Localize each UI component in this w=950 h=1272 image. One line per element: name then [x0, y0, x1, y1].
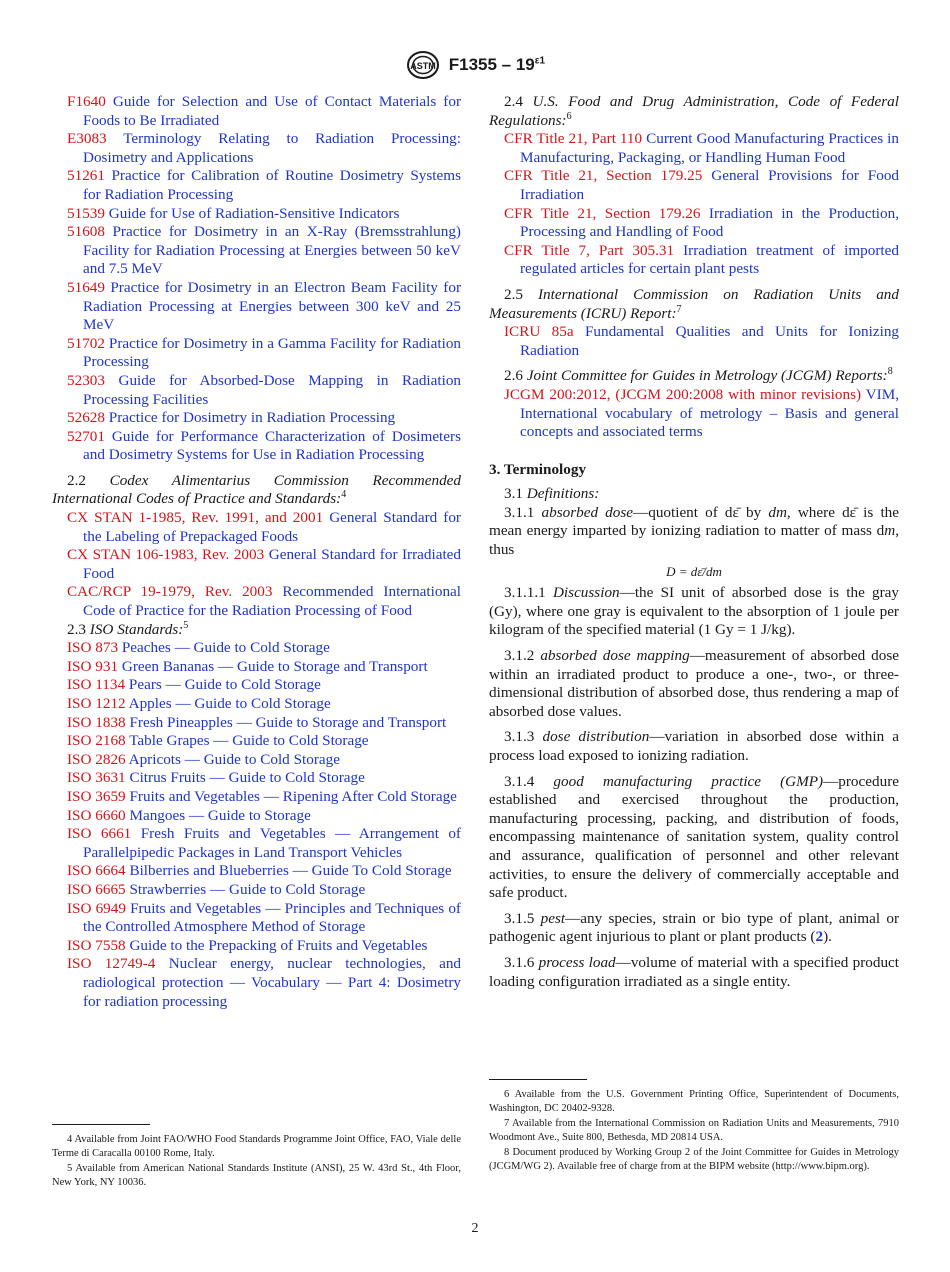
reference-item [52, 428, 461, 465]
reference-code-link[interactable]: 51649 [67, 278, 105, 296]
reference-title-link[interactable]: Apricots — Guide to Cold Storage [128, 750, 340, 768]
reference-item [52, 807, 461, 826]
reference-code-link[interactable]: ISO 2826 [67, 750, 126, 768]
footnote-5: 5 Available from American National Standards Institute (ANSI), 25 W. 43rd St., 4th Floor, New York, NY 10036. [52, 1162, 461, 1189]
reference-title-link[interactable]: Irradiation in the Production, Processing and Handling of Food [520, 204, 899, 241]
reference-code-link[interactable]: CX STAN 1-1985, Rev. 1991, and 2001 [67, 509, 324, 527]
page-number: 2 [471, 1221, 479, 1236]
reference-item [52, 205, 461, 224]
section-2-6: 2.6 Joint Committee for Guides in Metrology (JCGM) Reports:$^8$ [504, 366, 893, 385]
jcgm-reference-list [489, 386, 899, 442]
definition-process-load: 3.1.6 process load—volume of material with a specified product loading configuration irradiated as a single entity. [489, 953, 899, 990]
reference-code-link[interactable]: ISO 6949 [67, 899, 126, 917]
codex-reference-list [52, 509, 461, 621]
reference-item [489, 242, 899, 279]
reference-code-link[interactable]: CFR Title 7, Part 305.31 [504, 241, 675, 259]
reference-code-link[interactable]: CFR Title 21, Part 110 [504, 130, 643, 148]
section-2-4: 2.4 U.S. Food and Drug Administration, Code of Federal Regulations:$^6$ [489, 93, 899, 129]
reference-code-link[interactable]: CAC/RCP 19-1979, Rev. 2003 [67, 583, 273, 601]
page-header [0, 50, 950, 80]
reference-code-link[interactable]: ISO 6665 [67, 880, 126, 898]
reference-item [52, 788, 461, 807]
reference-code-link[interactable]: ISO 873 [67, 639, 119, 657]
reference-title-link[interactable]: Pears — Guide to Cold Storage [128, 676, 321, 694]
svg-text:ASTM: ASTM [410, 61, 436, 71]
reference-title-link[interactable]: Fruits and Vegetables — Ripening After Cold Storage [129, 787, 457, 805]
reference-item [489, 130, 899, 167]
section-2-5: 2.5 International Commission on Radiation Units and Measurements (ICRU) Report:$^7$ [489, 285, 899, 322]
reference-code-link[interactable]: 52303 [67, 371, 105, 389]
left-column [52, 93, 461, 1011]
reference-code-link[interactable]: JCGM 200:2012, (JCGM 200:2008 with minor revisions) [504, 385, 862, 403]
footnote-divider [52, 1124, 150, 1125]
reference-code-link[interactable]: 51261 [67, 167, 105, 185]
reference-title-link[interactable]: Guide for Use of Radiation-Sensitive Indicators [108, 204, 400, 222]
footnote-6: 6 Available from the U.S. Government Printing Office, Superintendent of Documents, Washington, DC 20402-9328. [489, 1089, 899, 1115]
section-2-3: 2.3 ISO Standards:$^5$ [67, 619, 189, 638]
right-column [489, 93, 899, 991]
reference-title-link[interactable]: Practice for Dosimetry in Radiation Processing [108, 409, 396, 427]
reference-item [489, 386, 899, 442]
reference-item [52, 676, 461, 695]
reference-title-link[interactable]: VIM, International vocabulary of metrology – Basis and general concepts and associated terms [520, 385, 899, 441]
reference-item [489, 167, 899, 204]
reference-item [489, 323, 899, 360]
reference-code-link[interactable]: ISO 6661 [67, 825, 132, 843]
reference-title-link[interactable]: Fruits and Vegetables — Principles and Techniques of the Controlled Atmosphere Method of Storage [83, 899, 461, 936]
reference-item [52, 695, 461, 714]
reference-title-link[interactable]: Terminology Relating to Radiation Processing: Dosimetry and Applications [83, 130, 461, 166]
reference-item [52, 639, 461, 658]
iso-reference-list [52, 639, 461, 1011]
reference-item [52, 583, 461, 620]
right-footnotes [489, 1088, 899, 1174]
reference-item [52, 658, 461, 677]
footnote-4: 4 Available from Joint FAO/WHO Food Standards Programme Joint Office, FAO, Viale delle Terme di Caracalla 00100 Rome, Italy. [52, 1134, 461, 1160]
reference-code-link[interactable]: ISO 931 [67, 657, 119, 675]
reference-title-link[interactable]: Practice for Dosimetry in a Gamma Facility for Radiation Processing [83, 334, 462, 371]
left-footnotes [52, 1133, 461, 1191]
footnote-divider [489, 1079, 587, 1080]
reference-code-link[interactable]: CFR Title 21, Section 179.26 [504, 204, 701, 222]
reference-code-link[interactable]: ISO 3659 [67, 787, 126, 805]
icru-reference-list [489, 323, 899, 360]
reference-title-link[interactable]: Table Grapes — Guide to Cold Storage [129, 732, 369, 750]
reference-item [52, 751, 461, 770]
reference-code-link[interactable]: 51608 [67, 223, 105, 241]
definition-gmp: 3.1.4 good manufacturing practice (GMP)—procedure established and exercised throughout the production, manufacturing processing, packing, and distribution of foods, encompassing maintenance of sanitation system, quality control and assurance, qualification of personnel and other relevant activities, to ensure the delivery of commercially acceptable and safe product. [489, 772, 899, 902]
reference-code-link[interactable]: CX STAN 106-1983, Rev. 2003 [67, 546, 265, 564]
reference-title-link[interactable]: Recommended International Code of Practice for the Radiation Processing of Food [83, 583, 462, 620]
reference-title-link[interactable]: Apples — Guide to Cold Storage [128, 695, 331, 712]
cfr-reference-list [489, 130, 899, 279]
section-2-2: 2.2 Codex Alimentarius Commission Recommended International Codes of Practice and Standards:$^4$ [52, 471, 461, 508]
reference-item [52, 955, 461, 1011]
reference-code-link[interactable]: F1640 [67, 93, 106, 110]
reference-link[interactable]: 2 [815, 928, 824, 946]
reference-title-link[interactable]: Mangoes — Guide to Storage [129, 806, 311, 824]
reference-title-link[interactable]: Guide to the Prepacking of Fruits and Vegetables [129, 936, 428, 954]
reference-title-link[interactable]: Strawberries — Guide to Cold Storage [129, 880, 366, 898]
reference-item [52, 732, 461, 751]
reference-code-link[interactable]: ISO 6660 [67, 806, 126, 824]
reference-title-link[interactable]: Green Bananas — Guide to Storage and Transport [121, 657, 428, 675]
reference-title-link[interactable]: Bilberries and Blueberries — Guide To Cold Storage [129, 862, 452, 880]
reference-title-link[interactable]: Irradiation treatment of imported regulated articles for certain plant pests [520, 241, 899, 278]
reference-item [52, 714, 461, 733]
reference-title-link[interactable]: General Standard for Irradiated Food [83, 546, 462, 582]
reference-title-link[interactable]: Peaches — Guide to Cold Storage [121, 639, 330, 657]
reference-title-link[interactable]: Nuclear energy, nuclear technologies, and radiological protection — Vocabulary — Part 4: Dosimetry for radiation processing [83, 955, 462, 1010]
reference-title-link[interactable]: Fundamental Qualities and Units for Ionizing Radiation [520, 323, 900, 359]
definition-absorbed-dose-mapping: 3.1.2 absorbed dose mapping—measurement of absorbed dose within an irradiated product to produce a one-, two-, or three-dimensional distribution of absorbed dose, thus rendering a map of absorbed dose values. [489, 647, 899, 720]
reference-title-link[interactable]: Practice for Dosimetry in an Electron Beam Facility for Radiation Processing at Energies between 300 keV and 25 MeV [83, 278, 462, 334]
reference-code-link[interactable]: 51702 [67, 334, 105, 352]
reference-title-link[interactable]: Guide for Absorbed-Dose Mapping in Radiation Processing Facilities [83, 371, 462, 408]
reference-title-link[interactable]: Current Good Manufacturing Practices in Manufacturing, Packaging, or Handling Human Food [520, 130, 899, 166]
reference-code-link[interactable]: CFR Title 21, Section 179.25 [504, 167, 703, 185]
reference-title-link[interactable]: General Provisions for Food Irradiation [520, 167, 900, 203]
reference-code-link[interactable]: ICRU 85a [504, 323, 574, 341]
reference-title-link[interactable]: Fresh Pineapples — Guide to Storage and Transport [129, 713, 447, 731]
reference-item [52, 93, 461, 130]
reference-item [52, 769, 461, 788]
reference-code-link[interactable]: ISO 1212 [67, 695, 126, 712]
reference-item [52, 167, 461, 204]
reference-title-link[interactable]: Practice for Calibration of Routine Dosimetry Systems for Radiation Processing [83, 167, 461, 203]
reference-item [52, 279, 461, 335]
section-3-heading: 3. Terminology [489, 460, 587, 478]
reference-title-link[interactable]: Citrus Fruits — Guide to Cold Storage [129, 769, 365, 787]
astm-logo-icon [405, 50, 441, 80]
reference-item [52, 372, 461, 409]
reference-code-link[interactable]: 52701 [67, 427, 105, 445]
astm-reference-list [52, 93, 461, 465]
reference-item [52, 335, 461, 372]
reference-item [489, 205, 899, 242]
reference-code-link[interactable]: ISO 6664 [67, 862, 126, 880]
reference-code-link[interactable]: 52628 [67, 409, 105, 427]
document-id: $F1355 - 19^{\varepsilon 1}$ [448, 54, 546, 74]
reference-code-link[interactable]: E3083 [67, 130, 107, 148]
reference-code-link[interactable]: ISO 1838 [67, 713, 126, 731]
reference-title-link[interactable]: Guide for Selection and Use of Contact Materials for Foods to Be Irradiated [83, 93, 462, 129]
definition-absorbed-dose: 3.1.1 absorbed dose—quotient of dε̄ by dm, where dε̄ is the mean energy imparted by ionizing radiation to matter of mass dm, thus [489, 503, 899, 559]
reference-item [52, 223, 461, 279]
reference-item [52, 509, 461, 546]
reference-title-link[interactable]: Guide for Performance Characterization of Dosimeters and Dosimetry Systems for Use in Radiation Processing [83, 427, 461, 464]
definition-dose-distribution: 3.1.3 dose distribution—variation in absorbed dose within a process load exposed to ionizing radiation. [489, 728, 900, 764]
reference-item [52, 937, 461, 956]
reference-code-link[interactable]: ISO 7558 [67, 936, 126, 954]
definition-pest: 3.1.5 pest—any species, strain or bio type of plant, animal or pathogenic agent injurious to plant or plant products (2). [489, 909, 899, 946]
reference-item [52, 409, 461, 428]
reference-title-link[interactable]: General Standard for the Labeling of Prepackaged Foods [83, 509, 461, 545]
footnote-8: 8 Document produced by Working Group 2 of the Joint Committee for Guides in Metrology (JCGM/WG 2). Available free of charge from at the BIPM website (http://www.bipm.org). [489, 1146, 899, 1173]
reference-code-link[interactable]: ISO 3631 [67, 769, 126, 787]
footnote-7: 7 Available from the International Commission on Radiation Units and Measurements, 7910 Woodmont Ave., Suite 800, Bethesda, MD 20814 USA. [489, 1117, 899, 1144]
absorbed-dose-equation: D = dε̄/dm [666, 563, 722, 579]
reference-code-link[interactable]: ISO 2168 [67, 732, 126, 750]
reference-item [52, 130, 461, 167]
reference-title-link[interactable]: Fresh Fruits and Vegetables — Arrangement of Parallelpipedic Packages in Land Transport Vehicles [83, 825, 461, 861]
reference-item [52, 881, 461, 900]
section-3-1: 3.1 Definitions: [504, 485, 600, 503]
reference-title-link[interactable]: Practice for Dosimetry in an X-Ray (Bremsstrahlung) Facility for Radiation Processing at Energies between 50 keV and 7.5 MeV [83, 223, 461, 278]
reference-item [52, 900, 461, 937]
reference-item [52, 862, 461, 881]
reference-item [52, 546, 461, 583]
reference-code-link[interactable]: ISO 1134 [67, 676, 126, 694]
reference-code-link[interactable]: ISO 12749-4 [67, 955, 156, 973]
reference-code-link[interactable]: 51539 [67, 204, 105, 222]
reference-item [52, 825, 461, 862]
discussion-gray: 3.1.1.1 Discussion—the SI unit of absorbed dose is the gray (Gy), where one gray is equivalent to the absorption of 1 joule per kilogram of the specified material (1 Gy = 1 J/kg). [489, 584, 900, 639]
